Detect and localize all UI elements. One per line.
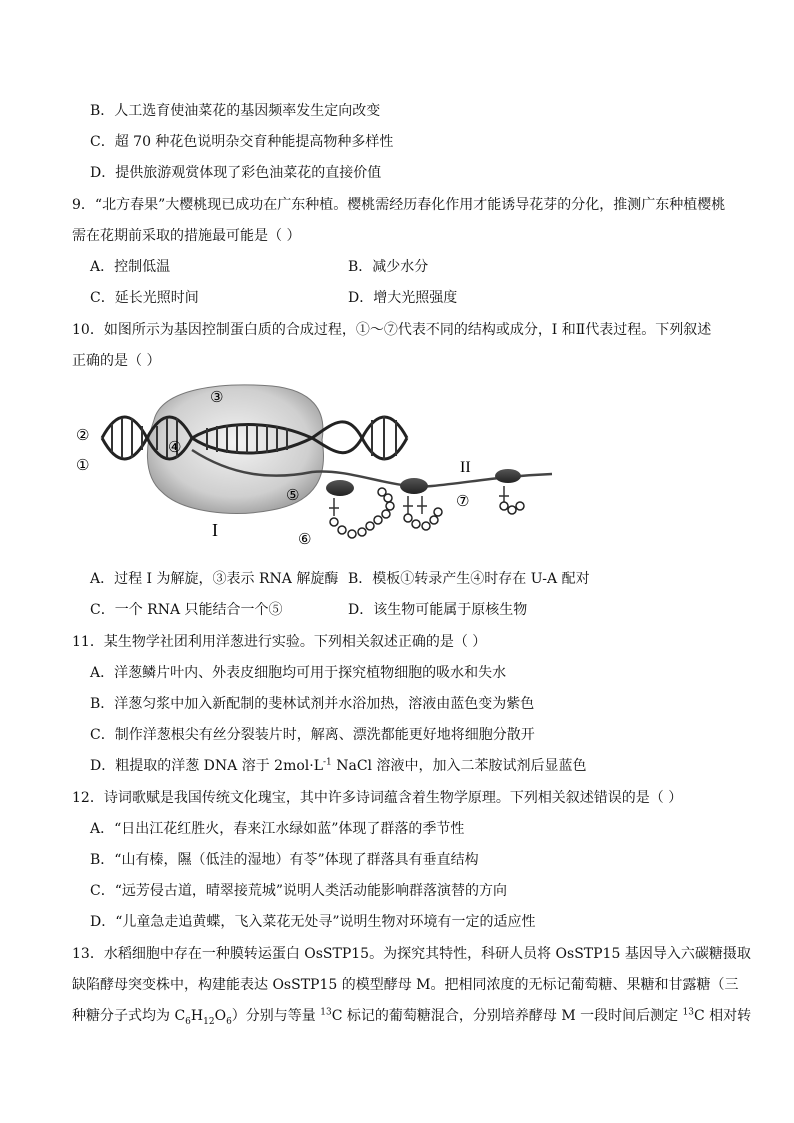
q10-option-a: A．过程 I 为解旋，③表示 RNA 解旋酶 [90, 571, 339, 587]
ribosome [326, 480, 354, 496]
process-label-2: II [460, 459, 471, 476]
q9-stem-line2: 需在花期前采取的措施最可能是（ ） [72, 228, 301, 244]
q12-stem: 12．诗词歌赋是我国传统文化瑰宝，其中许多诗词蕴含着生物学原理。下列相关叙述错误的是（ ） [72, 790, 683, 806]
label-3: ③ [210, 388, 224, 406]
q12-option-b: B．“山有榛，隰（低洼的湿地）有苓”体现了群落具有垂直结构 [90, 852, 479, 868]
trna [417, 496, 427, 514]
q10-option-b: B．模板①转录产生④时存在 U-A 配对 [348, 571, 590, 587]
q12-option-a: A．“日出江花红胜火，春来江水绿如蓝”体现了群落的季节性 [90, 821, 465, 837]
q12-option-c: C．“远芳侵古道，晴翠接荒城”说明人类活动能影响群落演替的方向 [90, 883, 508, 899]
q8-option-d: D．提供旅游观赏体现了彩色油菜花的直接价值 [90, 165, 382, 181]
label-6: ⑥ [298, 530, 312, 548]
q9-option-a: A．控制低温 [90, 259, 171, 275]
q9-option-c: C．延长光照时间 [90, 290, 199, 306]
q12-option-d: D．“儿童急走追黄蝶，飞入菜花无处寻”说明生物对环境有一定的适应性 [90, 914, 536, 930]
ribosome [495, 469, 521, 483]
q10-stem-line2: 正确的是（ ） [72, 353, 161, 369]
q8-option-b: B．人工选育使油菜花的基因频率发生定向改变 [90, 103, 381, 119]
ribosomes [326, 469, 521, 496]
trna [329, 498, 339, 516]
q10-option-c: C．一个 RNA 只能结合一个⑤ [90, 602, 283, 618]
q11-option-b: B．洋葱匀浆中加入新配制的斐林试剂并水浴加热，溶液由蓝色变为紫色 [90, 696, 535, 712]
trna [403, 496, 413, 514]
label-1: ① [76, 456, 90, 474]
q9-stem-line1: 9．“北方春果”大樱桃现已成功在广东种植。樱桃需经历春化作用才能诱导花芽的分化，推测广东种植樱桃 [72, 197, 726, 213]
gene-expression-diagram [72, 380, 562, 552]
q13-stem-line2: 缺陷酵母突变株中，构建能表达 OsSTP15 的模型酵母 M。把相同浓度的无标记葡萄糖、果糖和甘露糖（三 [72, 977, 739, 993]
process-label-1: I [212, 520, 218, 540]
q11-stem: 11．某生物学社团利用洋葱进行实验。下列相关叙述正确的是（ ） [72, 634, 487, 650]
q13-stem-line3: 种糖分子式均为 $C_6H_{12}O_6$）分别与等量 $^{13}$C 标记的葡萄糖混合，分别培养酵母 M 一段时间后测定 $^{13}$C 相对转 [72, 1007, 752, 1027]
q9-option-d: D．增大光照强度 [348, 290, 458, 306]
label-5: ⑤ [286, 486, 300, 504]
q11-option-a: A．洋葱鳞片叶内、外表皮细胞均可用于探究植物细胞的吸水和失水 [90, 665, 507, 681]
ribosome [400, 478, 428, 494]
q10-stem-line1: 10．如图所示为基因控制蛋白质的合成过程，①～⑦代表不同的结构或成分，I 和Ⅱ代表过程。下列叙述 [72, 322, 712, 338]
label-4: ④ [168, 438, 182, 456]
label-2: ② [76, 426, 90, 444]
q11-option-d: D．粗提取的洋葱 DNA 溶于 $2mol\cdot L^{-1}$ NaCl 溶液中，加入二苯胺试剂后显蓝色 [90, 757, 587, 774]
polypeptide-chains [330, 488, 524, 538]
q8-option-c: C．超 70 种花色说明杂交育种能提高物种多样性 [90, 134, 394, 150]
q11-option-c: C．制作洋葱根尖有丝分裂装片时，解离、漂洗都能更好地将细胞分散开 [90, 727, 535, 743]
q9-option-b: B．减少水分 [348, 259, 429, 275]
q13-stem-line1: 13．水稻细胞中存在一种膜转运蛋白 OsSTP15。为探究其特性，科研人员将 OsSTP15 基因导入六碳糖摄取 [72, 946, 751, 962]
label-7: ⑦ [456, 492, 470, 510]
q10-option-d: D．该生物可能属于原核生物 [348, 602, 528, 618]
